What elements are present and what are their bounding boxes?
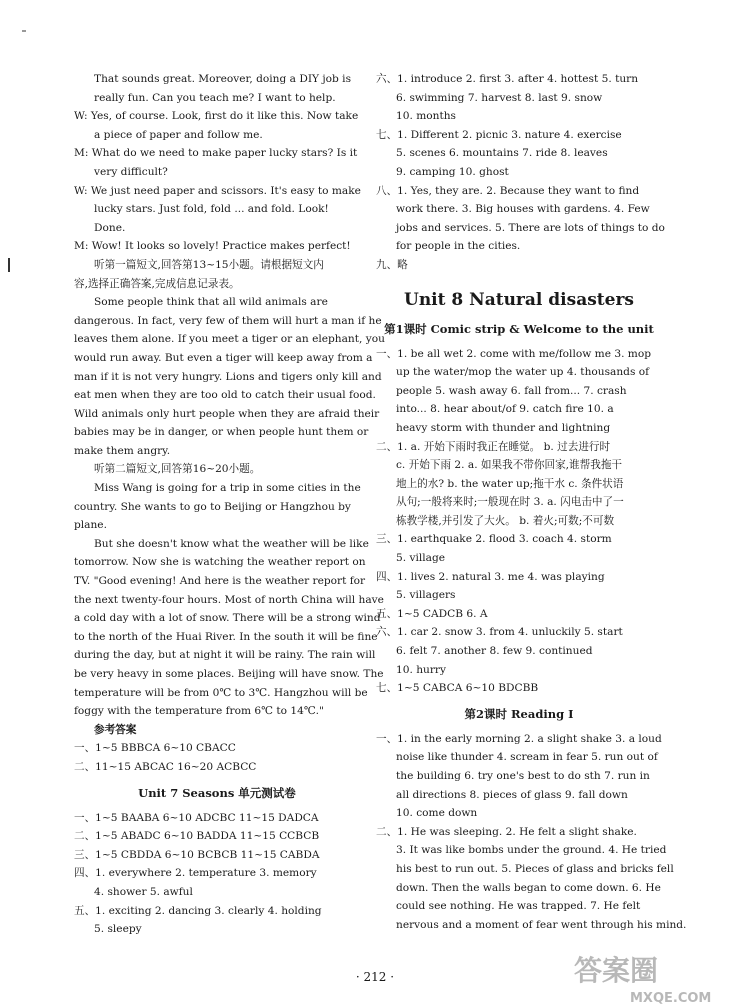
text-line: 6. felt 7. another 8. few 9. continued	[396, 645, 593, 658]
text-line: Wild animals only hurt people when they are afraid their	[74, 407, 380, 420]
text-line: 听第二篇短文,回答第16~20小题。	[94, 463, 261, 476]
text-line: up the water/mop the water up 4. thousands of	[396, 366, 650, 379]
text-line: work there. 3. Big houses with gardens. 4. Few	[396, 203, 650, 216]
section-heading: Unit 7 Seasons 单元测试卷	[138, 785, 296, 800]
text-line: Some people think that all wild animals are	[94, 296, 328, 309]
text-line: 一、1~5 BAABA 6~10 ADCBC 11~15 DADCA	[74, 811, 319, 824]
text-line: 五、1~5 CADCB 6. A	[376, 607, 488, 620]
text-line: TV. "Good evening! And here is the weather report for	[74, 575, 366, 588]
text-line: leaves them alone. If you meet a tiger or an elephant, you	[74, 333, 385, 346]
text-line: 四、1. lives 2. natural 3. me 4. was playing	[376, 570, 605, 583]
text-line: the next twenty-four hours. Most of north China will have	[74, 593, 384, 606]
text-line: 九、略	[376, 258, 408, 271]
text-line: 10. hurry	[396, 663, 446, 676]
left-column	[74, 70, 385, 939]
margin-mark	[8, 258, 10, 272]
text-line: down. Then the walls began to come down. 6. He	[396, 881, 661, 894]
text-line: M: What do we need to make paper lucky stars? Is it	[74, 147, 358, 160]
text-line: would run away. But even a tiger will keep away from a	[74, 351, 373, 364]
section-heading: 第2课时 Reading Ⅰ	[464, 706, 574, 721]
text-line: 3. It was like bombs under the ground. 4. He tried	[396, 844, 667, 857]
section-heading: Unit 8 Natural disasters	[404, 289, 634, 310]
text-line: 七、1~5 CABCA 6~10 BDCBB	[376, 682, 539, 695]
text-line: all directions 8. pieces of glass 9. fall down	[396, 788, 628, 801]
text-line: M: Wow! It looks so lovely! Practice makes perfect!	[74, 240, 351, 253]
text-line: 5. villagers	[396, 589, 456, 602]
text-line: foggy with the temperature from 6℃ to 14℃."	[74, 705, 324, 718]
text-line: 二、11~15 ABCAC 16~20 ACBCC	[74, 760, 257, 773]
text-line: 六、1. introduce 2. first 3. after 4. hottest 5. turn	[376, 73, 639, 85]
text-line: very difficult?	[94, 165, 168, 178]
watermark-sub: MXQE.COM	[630, 991, 712, 1006]
text-line: 从句;一般将来时;一般现在时 3. a. 闪电击中了一	[396, 496, 624, 509]
text-line: temperature will be from 0℃ to 3℃. Hangzhou will be	[74, 686, 368, 699]
text-line: 四、1. everywhere 2. temperature 3. memory	[74, 867, 317, 880]
watermark-logo	[570, 948, 720, 1006]
text-line: 5. sleepy	[94, 923, 142, 936]
text-line: man if it is not very hungry. Lions and tigers only kill and	[74, 370, 382, 383]
watermark-main: 答案圈	[574, 954, 659, 987]
text-line: 二、1~5 ABADC 6~10 BADDA 11~15 CCBCB	[74, 830, 320, 843]
text-line: a piece of paper and follow me.	[94, 128, 263, 141]
text-line: 容,选择正确答案,完成信息记录表。	[74, 277, 240, 290]
text-line: 5. scenes 6. mountains 7. ride 8. leaves	[396, 147, 608, 160]
text-line: eat men when they are too old to catch their usual food.	[74, 389, 376, 402]
text-line: 一、1~5 BBBCA 6~10 CBACC	[74, 742, 236, 755]
text-line: 听第一篇短文,回答第13~15小题。请根据短文内	[94, 258, 324, 271]
text-line: 10. come down	[396, 807, 478, 820]
section-heading: 参考答案	[94, 723, 137, 736]
text-line: the building 6. try one's best to do sth 7. run in	[396, 770, 650, 782]
text-line: a cold day with a lot of snow. There will be a strong wind	[74, 612, 381, 625]
text-line: really fun. Can you teach me? I want to help.	[94, 91, 336, 104]
text-line: 6. swimming 7. harvest 8. last 9. snow	[396, 91, 603, 104]
text-line: dangerous. In fact, very few of them will hurt a man if he	[74, 314, 382, 327]
text-line: to the north of the Huai River. In the south it will be fine	[74, 630, 378, 643]
text-line: 二、1. He was sleeping. 2. He felt a slight shake.	[376, 825, 637, 838]
text-line: 4. shower 5. awful	[94, 885, 193, 898]
text-line: c. 开始下雨 2. a. 如果我不带你回家,谁帮我拖干	[396, 459, 623, 472]
page-number: · 212 ·	[355, 970, 395, 984]
text-line: his best to run out. 5. Pieces of glass and bricks fell	[396, 862, 674, 875]
text-line: 七、1. Different 2. picnic 3. nature 4. exercise	[376, 128, 622, 141]
text-line: 5. village	[396, 552, 445, 565]
text-line: 六、1. car 2. snow 3. from 4. unluckily 5. start	[376, 626, 623, 639]
text-line: babies may be in danger, or when people hunt them or	[74, 426, 369, 439]
text-line: W: We just need paper and scissors. It's easy to make	[74, 184, 361, 197]
text-line: during the day, but at night it will be rainy. The rain will	[74, 649, 376, 662]
text-line: 10. months	[396, 110, 456, 123]
text-line: into... 8. hear about/of 9. catch fire 10. a	[396, 403, 614, 416]
text-line: for people in the cities.	[396, 240, 521, 253]
text-line: could see nothing. He was trapped. 7. He felt	[396, 900, 641, 913]
text-line: Done.	[94, 221, 126, 234]
scan-mark	[22, 30, 26, 32]
text-line: 9. camping 10. ghost	[396, 165, 509, 178]
text-line: But she doesn't know what the weather will be like	[94, 537, 369, 550]
text-line: 栋教学楼,并引发了大火。 b. 着火;可数;不可数	[396, 514, 615, 527]
text-line: be very heavy in some places. Beijing will have snow. The	[74, 668, 384, 680]
text-line: nervous and a moment of fear went through his mind.	[396, 918, 687, 931]
text-line: noise like thunder 4. scream in fear 5. run out of	[396, 751, 658, 764]
text-line: 一、1. in the early morning 2. a slight shake 3. a loud	[376, 732, 662, 745]
text-line: That sounds great. Moreover, doing a DIY job is	[94, 73, 352, 85]
section-heading: 第1课时 Comic strip & Welcome to the unit	[384, 321, 654, 336]
text-line: W: Yes, of course. Look, first do it like this. Now take	[74, 110, 359, 123]
text-line: country. She wants to go to Beijing or Hangzhou by	[74, 500, 351, 513]
text-line: jobs and services. 5. There are lots of things to do	[396, 221, 665, 234]
text-line: heavy storm with thunder and lightning	[396, 421, 611, 434]
text-line: 三、1~5 CBDDA 6~10 BCBCB 11~15 CABDA	[74, 848, 320, 861]
text-line: people 5. wash away 6. fall from... 7. crash	[396, 384, 627, 397]
text-line: 五、1. exciting 2. dancing 3. clearly 4. holding	[74, 904, 322, 917]
text-line: plane.	[74, 519, 107, 532]
text-line: tomorrow. Now she is watching the weather report on	[74, 556, 366, 569]
text-line: lucky stars. Just fold, fold ... and fold. Look!	[94, 203, 329, 216]
text-line: 八、1. Yes, they are. 2. Because they want to find	[376, 184, 640, 197]
text-line: 一、1. be all wet 2. come with me/follow me 3. mop	[376, 347, 652, 360]
text-line: Miss Wang is going for a trip in some cities in the	[94, 482, 361, 495]
text-line: make them angry.	[74, 444, 171, 457]
right-column	[376, 70, 687, 934]
text-line: 地上的水? b. the water up;拖干水 c. 条件状语	[396, 477, 624, 490]
text-line: 三、1. earthquake 2. flood 3. coach 4. storm	[376, 533, 612, 546]
text-line: 二、1. a. 开始下雨时我正在睡觉。 b. 过去进行时	[376, 440, 611, 453]
